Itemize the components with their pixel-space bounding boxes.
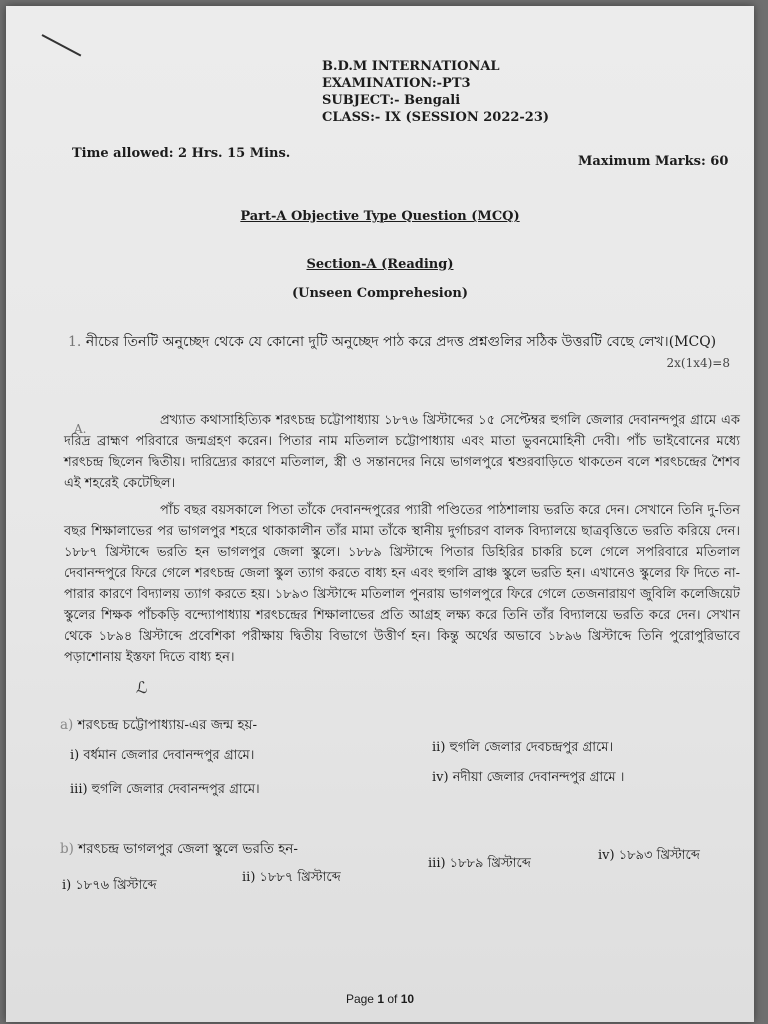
- time-allowed: Time allowed: 2 Hrs. 15 Mins.: [72, 146, 291, 161]
- passage-paragraph-1: প্রখ্যাত কথাসাহিত্যিক শরৎচন্দ্র চট্টোপাধ্যায় ১৮৭৬ খ্রিস্টাব্দের ১৫ সেপ্টেম্বর হুগলি জেলার দেবানন্দপুর গ্রামে এক দরিদ্র ব্রাহ্মণ পরিবারে জন্মগ্রহণ করেন। পিতার নাম মতিলাল চট্টোপাধ্যায় এবং মাতা ভুবনমোহিনী দেবী। পাঁচ ভাইবোনের মধ্যে শরৎচন্দ্র ছিলেন দ্বিতীয়। দারিদ্র্যের কারণে মতিলাল, স্ত্রী ও সন্তানদের নিয়ে ভাগলপুরে শ্বশুরবাড়িতে থাকতেন বলে শরৎচন্দ্রের শৈশব এই শহরেই কেটেছিল।: [64, 413, 740, 491]
- maximum-marks: Maximum Marks: 60: [578, 154, 729, 169]
- question-a-label: a): [60, 717, 74, 733]
- option-b-1: i) ১৮৭৬ খ্রিস্টাব্দে: [62, 878, 157, 893]
- page-prefix: Page: [345, 992, 378, 1006]
- class-session: CLASS:- IX (SESSION 2022-23): [322, 110, 550, 125]
- option-a-1: i) বর্ধমান জেলার দেবানন্দপুর গ্রামে।: [70, 748, 255, 763]
- page-of: of: [384, 992, 401, 1006]
- page-current: 1: [377, 992, 384, 1006]
- question-b-text: শরৎচন্দ্র ভাগলপুর জেলা স্কুলে ভরতি হন-: [78, 841, 298, 857]
- option-a-4: iv) নদীয়া জেলার দেবানন্দপুর গ্রামে ।: [432, 770, 625, 785]
- question-number: 1.: [68, 334, 82, 350]
- option-b-3: iii) ১৮৮৯ খ্রিস্টাব্দে: [428, 856, 531, 871]
- pen-mark-curl: ℒ: [136, 678, 148, 697]
- question-b-label: b): [60, 841, 74, 857]
- page-total: 10: [400, 992, 415, 1006]
- passage-label: A.: [74, 422, 87, 436]
- option-a-2: ii) হুগলি জেলার দেবচন্দ্রপুর গ্রামে।: [432, 740, 614, 755]
- passage-paragraph-2: পাঁচ বছর বয়সকালে পিতা তাঁকে দেবানন্দপুরের প্যারী পণ্ডিতের পাঠশালায় ভরতি করে দেন। সেখানে তিনি দু-তিন বছর শিক্ষালাভের পর ভাগলপুর শহরে থাকাকালীন তাঁর মামা তাঁকে স্থানীয় দুর্গাচরণ বালক বিদ্যালয়ে ছাত্রবৃত্তিতে ভরতি করিয়ে দেন। ১৮৮৭ খ্রিস্টাব্দে ভরতি হন ভাগলপুর জেলা স্কুলে। ১৮৮৯ খ্রিস্টাব্দে পিতার ডিহিরির চাকরি চলে গেলে সপরিবারে মতিলাল দেবানন্দপুরে ফিরে গেলে শরৎচন্দ্র জেলা স্কুল ত্যাগ করতে বাধ্য হন এবং হুগলি ব্রাঞ্চ স্কুলে ভরতি হন। এখানেও স্কুলের ফি দিতে না-পারার কারণে বিদ্যালয় ত্যাগ করতে হয়। ১৮৯৩ খ্রিস্টাব্দে মতিলাল পুনরায় ভাগলপুরে ফিরে গেলে তেজনারায়ণ জুবিলি কলেজিয়েট স্কুলের শিক্ষক পাঁচকড়ি বন্দ্যোপাধ্যায় শরৎচন্দ্রের শিক্ষালাভের প্রতি আগ্রহ লক্ষ্য করে তিনি তাঁর বিদ্যালয়ে ভরতি করে দেন। সেখান থেকে ১৮৯৪ খ্রিস্টাব্দে প্রবেশিকা পরীক্ষায় দ্বিতীয় বিভাগে উত্তীর্ণ হন। কিন্তু অর্থের অভাবে ১৮৯৬ খ্রিস্টাব্দে তিনি পুরোপুরিভাবে পড়াশোনায় ইস্তফা দিতে বাধ্য হন।: [64, 503, 740, 665]
- part-heading: Part-A Objective Type Question (MCQ): [240, 209, 520, 224]
- option-b-2: ii) ১৮৮৭ খ্রিস্টাব্দে: [242, 870, 341, 885]
- option-b-4: iv) ১৮৯৩ খ্রিস্টাব্দে: [598, 848, 700, 863]
- school-name: B.D.M INTERNATIONAL: [322, 59, 500, 74]
- exam-page: [6, 6, 754, 1022]
- option-a-3: iii) হুগলি জেলার দেবানন্দপুর গ্রামে।: [70, 782, 260, 797]
- page-number: [6, 992, 754, 1006]
- question-text: নীচের তিনটি অনুচ্ছেদ থেকে যে কোনো দুটি অনুচ্ছেদ পাঠ করে প্রদত্ত প্রশ্নগুলির সঠিক উত্তরটি বেছে লেখ।(MCQ): [85, 334, 717, 350]
- question-1: [68, 332, 738, 352]
- question-b: [60, 838, 298, 861]
- question-a-text: শরৎচন্দ্র চট্টোপাধ্যায়-এর জন্ম হয়-: [77, 717, 258, 733]
- pen-mark: [42, 34, 82, 56]
- section-heading: Section-A (Reading): [306, 257, 454, 272]
- question-marks: 2x(1x4)=8: [666, 356, 730, 370]
- question-a: [60, 714, 257, 737]
- exam-name: EXAMINATION:-PT3: [322, 76, 471, 91]
- subsection-heading: (Unseen Comprehesion): [291, 286, 468, 301]
- subject: SUBJECT:- Bengali: [322, 93, 461, 108]
